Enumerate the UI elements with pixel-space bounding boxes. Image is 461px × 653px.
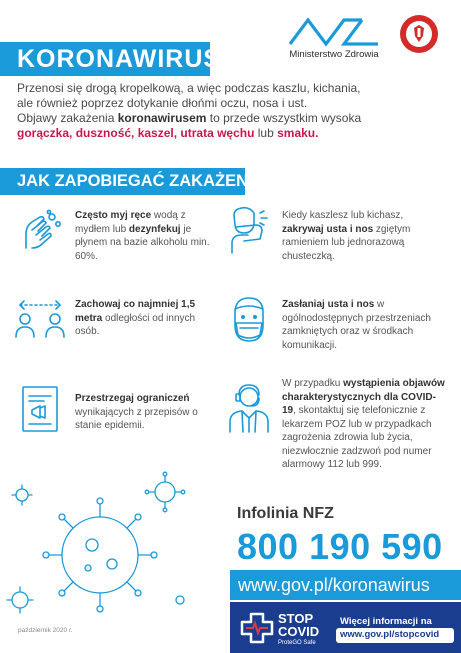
intro-line-1: Przenosi się drogą kropelkową, a więc podczas kaszlu, kichania, <box>17 81 361 95</box>
tip-symptoms <box>282 377 447 472</box>
tip-wash-bold-2: dezynfekuj <box>128 223 181 235</box>
symptom-smell: smaku. <box>277 126 319 140</box>
tip-wash-text-1: wodą z mydłem lub <box>75 210 186 235</box>
tip-wash-text-2: je płynem na bazie alkoholu min. 60%. <box>75 223 210 262</box>
medical-cross-icon <box>240 612 274 644</box>
symptoms-list: gorączka, duszność, kaszel, utrata węchu <box>17 126 255 140</box>
doctor-icon <box>226 382 272 434</box>
intro-line-4 <box>17 126 447 141</box>
intro-line-3-suffix: to przede wszystkim wysoka <box>206 111 362 125</box>
more-info-label: Więcej informacji na <box>340 616 432 627</box>
tip-cough-bold-1: zakrywaj usta i nos <box>282 223 374 235</box>
tip-cough <box>282 209 442 263</box>
intro-lub: lub <box>254 126 278 140</box>
stopcovid-link[interactable]: www.gov.pl/stopcovid <box>340 629 440 640</box>
distance-icon <box>14 295 66 339</box>
hotline-number[interactable]: 800 190 590 <box>237 526 443 567</box>
mask-icon <box>226 295 272 345</box>
virus-illustration-icon <box>0 460 200 625</box>
pis-logo <box>399 14 439 54</box>
tip-regulations-text: wynikających z przepisów o stanie epidemii. <box>75 406 198 431</box>
wash-hands-icon <box>18 208 64 254</box>
intro-keyword: koronawirusem <box>117 111 207 125</box>
tip-symptoms-text-2: , skontaktuj się telefonicznie z lekarzem POZ lub w przypadkach zagrożenia zdrowia lub życia, niezwłocznie zadzwoń pod numer alarmowy 112 lub 999. <box>282 405 432 470</box>
section-title: JAK ZAPOBIEGAĆ ZAKAŻENIU? <box>17 172 275 190</box>
intro-paragraph <box>17 81 447 141</box>
tip-distance-text: odległości od innych osób. <box>75 312 196 337</box>
tip-mask-bold: Zasłaniaj usta i nos <box>282 299 375 310</box>
tip-symptoms-bold: wystąpienia objawów charakterystycznych dla COVID-19 <box>282 378 445 416</box>
stopcovid-title-line-2: COVID <box>278 624 320 639</box>
tip-distance-bold: Zachowaj co najmniej 1,5 metra <box>75 299 196 324</box>
tip-symptoms-text-1: W przypadku <box>282 378 344 389</box>
ministry-logo <box>282 14 386 60</box>
ministry-name: Ministerstwo Zdrowia <box>289 49 379 60</box>
intro-line-3 <box>17 111 447 126</box>
publication-date: październik 2020 r. <box>18 627 73 634</box>
page-title: KORONAWIRUS <box>17 45 222 73</box>
hotline-label: Infolinia NFZ <box>237 505 334 522</box>
intro-line-3-prefix: Objawy zakażenia <box>17 111 118 125</box>
stopcovid-title-line-1: STOP <box>278 611 314 626</box>
ministry-mz-icon <box>286 14 382 48</box>
tip-cough-text-2: zgiętym ramieniem lub jednorazową chusteczką. <box>282 223 411 262</box>
tip-cough-text-1: Kiedy kaszlesz lub kichasz, <box>282 210 404 221</box>
intro-line-2: ale również poprzez dotykanie dłońmi oczu, nosa i ust. <box>17 96 308 110</box>
stopcovid-subtitle: ProteGO Safe <box>278 640 316 646</box>
regulations-icon <box>20 384 60 434</box>
website-link[interactable]: www.gov.pl/koronawirus <box>238 575 430 595</box>
tip-mask <box>282 298 442 352</box>
tip-regulations <box>75 392 215 433</box>
tip-mask-text: w ogólnodostępnych przestrzeniach zamkniętych oraz w środkach komunikacji. <box>282 299 431 351</box>
tip-regulations-bold: Przestrzegaj ograniczeń <box>75 393 190 404</box>
pis-badge-icon <box>399 14 439 54</box>
stopcovid-title <box>278 612 319 638</box>
tip-wash-hands <box>75 209 215 263</box>
tip-distance <box>75 298 210 339</box>
tip-wash-bold-1: Często myj ręce <box>75 210 152 221</box>
cough-icon <box>226 205 274 255</box>
